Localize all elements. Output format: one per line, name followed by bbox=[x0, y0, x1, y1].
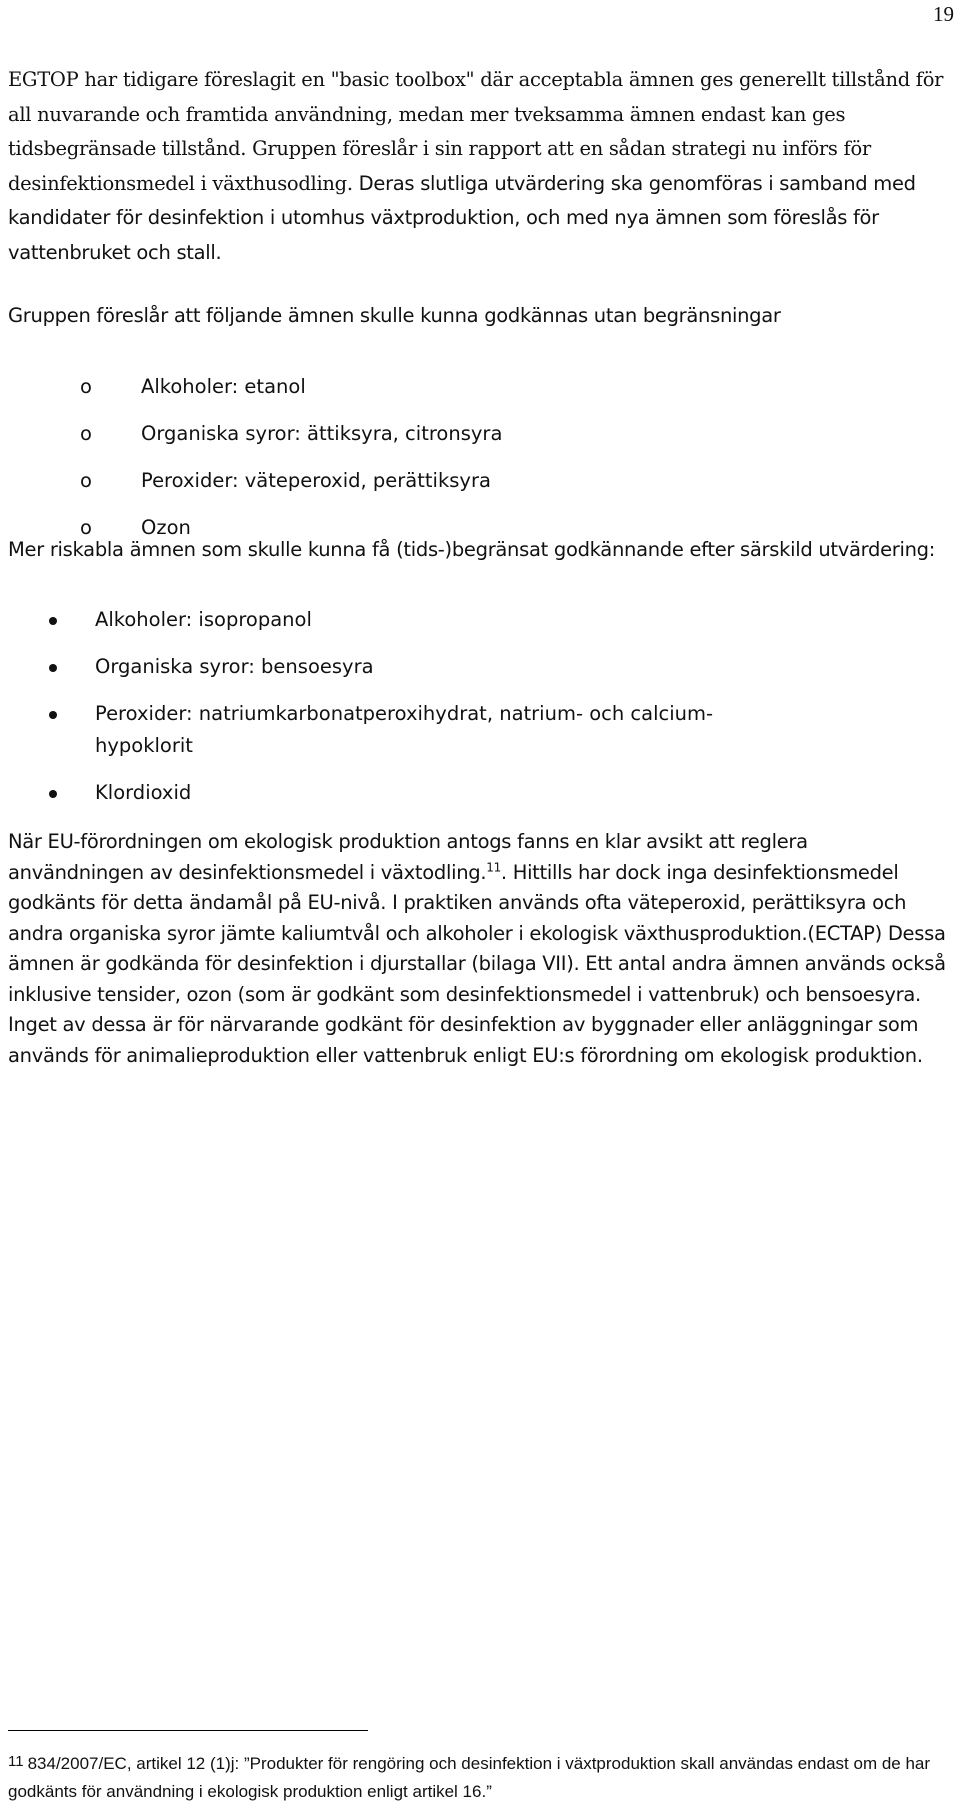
footnote-reference[interactable]: 11 bbox=[486, 860, 501, 874]
list-marker: o bbox=[80, 375, 92, 398]
footnote-number: 11 bbox=[8, 1753, 24, 1770]
regulation-paragraph: När EU-förordningen om ekologisk produktion antogs fanns en klar avsikt att reglera användningen av desinfektionsmedel i växtodling.$^{11}$. Hittills har dock inga desinfektionsmedel godkänts för detta ändamål på EU-nivå. I praktiken används ofta väteperoxid, perättiksyra och andra organiska syror jämte kaliumtvål och alkoholer i ekologisk växthusproduktion.(ECTAP) Dessa ämnen är godkända för desinfektion i djurstallar (bilaga VII). Ett antal andra ämnen används också inklusive tensider, ozon (som är godkänt som desinfektionsmedel i vattenbruk) och bensoesyra. Inget av dessa är för närvarande godkänt för desinfektion av byggnader eller anläggningar som används för animalieproduktion eller vattenbruk enligt EU:s förordning om ekologisk produktion. bbox=[8, 830, 946, 1067]
footnote-divider bbox=[8, 1730, 368, 1731]
bullet-icon bbox=[49, 664, 57, 672]
bullet-icon bbox=[49, 617, 57, 625]
list-item: o Peroxider: väteperoxid, perättiksyra bbox=[80, 469, 491, 492]
restricted-list bbox=[8, 604, 946, 824]
list-marker: o bbox=[80, 469, 92, 492]
list-item: Organiska syror: bensoesyra bbox=[8, 651, 946, 683]
page-number: 19 bbox=[933, 2, 954, 26]
bullet-icon bbox=[49, 790, 57, 798]
list-item: o Alkoholer: etanol bbox=[80, 375, 306, 398]
intro-paragraph bbox=[8, 63, 946, 270]
list-marker: o bbox=[80, 422, 92, 445]
restricted-intro: Mer riskabla ämnen som skulle kunna få (tids-)begränsat godkännande efter särskild utvärdering: bbox=[8, 538, 936, 561]
list-item: Alkoholer: isopropanol bbox=[8, 604, 946, 636]
intro-continuation: Deras slutliga utvärdering ska genomföras i samband med kandidater för desinfektion i utomhus växtproduktion, och med nya ämnen som föreslås för vattenbruket och stall. bbox=[8, 171, 916, 264]
intro-text: EGTOP har tidigare föreslagit en "basic toolbox" där acceptabla ämnen ges generellt tillstånd för all nuvarande och framtida användning, medan mer tveksamma ämnen endast kan ges tidsbegränsade tillstånd. Gruppen föreslår i sin rapport att en sådan strategi nu införs för desinfektionsmedel i växthusodling. bbox=[8, 68, 944, 195]
list-item: o Organiska syror: ättiksyra, citronsyra bbox=[80, 422, 503, 445]
footnote-text: 834/2007/EC, artikel 12 (1)j: ”Produkter för rengöring och desinfektion i växtproduktion skall användas endast om de har godkänts för användning i ekologisk produktion enligt artikel 16.” bbox=[8, 1754, 931, 1801]
unrestricted-intro: Gruppen föreslår att följande ämnen skulle kunna godkännas utan begränsningar bbox=[8, 304, 781, 327]
list-marker: o bbox=[80, 516, 92, 539]
list-item: Peroxider: natriumkarbonatperoxihydrat, natrium- och calcium-hypoklorit bbox=[8, 698, 946, 762]
bullet-icon bbox=[49, 711, 57, 719]
list-item: Klordioxid bbox=[8, 777, 946, 809]
footnote bbox=[8, 1748, 938, 1806]
list-item: o Ozon bbox=[80, 516, 191, 539]
